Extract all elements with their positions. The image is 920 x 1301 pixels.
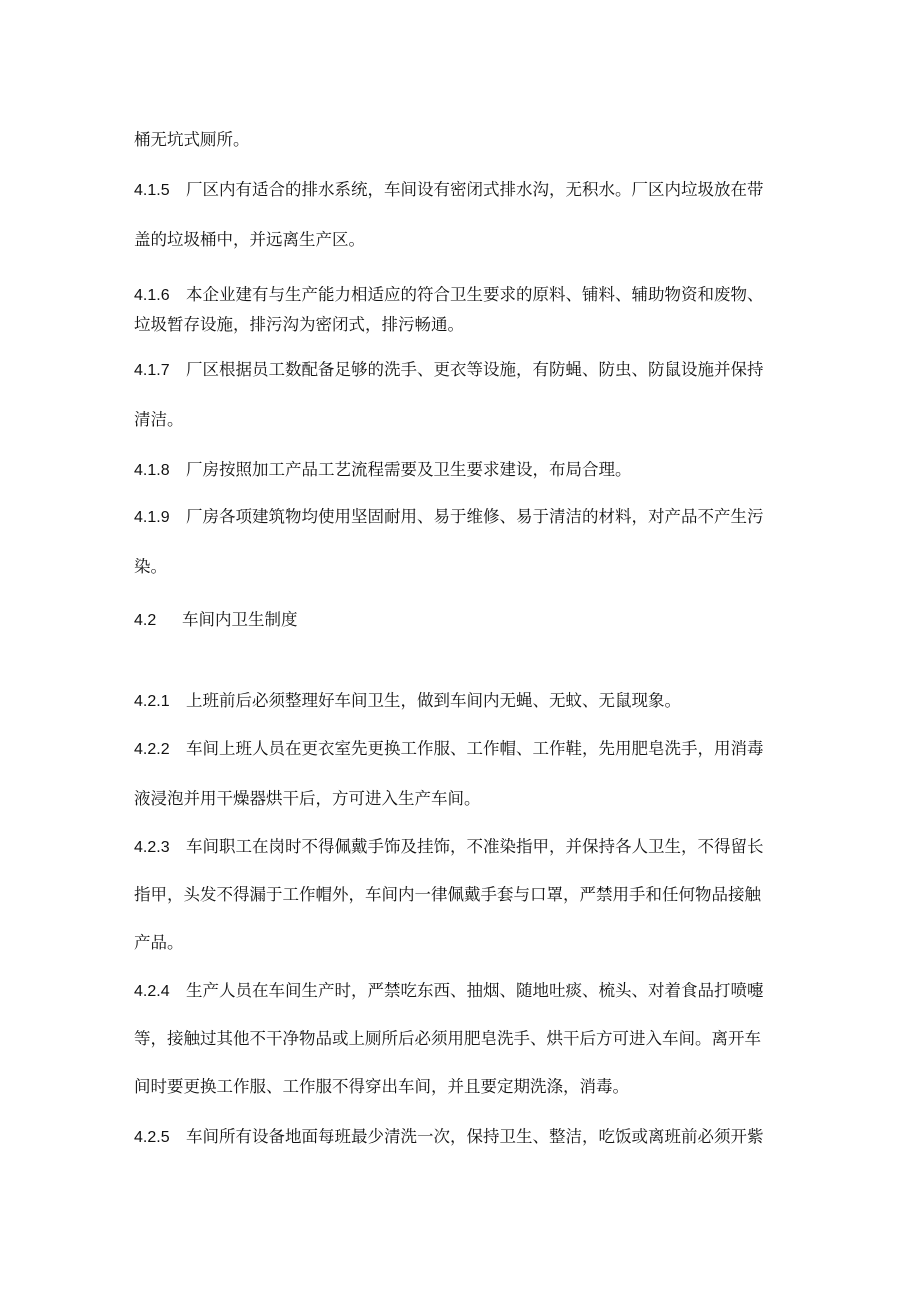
clause-text: 车间上班人员在更衣室先更换工作服、工作帽、工作鞋，先用肥皂洗手，用消毒: [186, 739, 764, 758]
clause-text: 厂房各项建筑物均使用坚固耐用、易于维修、易于清洁的材料，对产品不产生污: [186, 507, 764, 526]
clause-number: 4.2.1: [134, 693, 170, 710]
clause-4-2-3-line-3: [134, 931, 794, 955]
clause-4-2-4-line-2: [134, 1027, 794, 1051]
clause-4-2-1: [134, 689, 794, 714]
clause-4-2-2: [134, 737, 794, 762]
clause-4-1-7: [134, 358, 794, 383]
clause-4-2-4: [134, 979, 794, 1004]
clause-number: 4.2.3: [134, 839, 170, 856]
clause-text: 生产人员在车间生产时，严禁吃东西、抽烟、随地吐痰、梳头、对着食品打喷嚏: [186, 981, 764, 1000]
clause-4-1-8: [134, 458, 794, 483]
section-number: 4.2: [134, 612, 157, 629]
clause-text: 指甲，头发不得漏于工作帽外，车间内一律佩戴手套与口罩，严禁用手和任何物品接触: [134, 885, 761, 904]
clause-4-1-6: [134, 283, 794, 308]
clause-text: 液浸泡并用干燥器烘干后，方可进入生产车间。: [134, 789, 481, 808]
clause-number: 4.2.5: [134, 1129, 170, 1146]
clause-text: 产品。: [134, 933, 184, 952]
section-title: 车间内卫生制度: [182, 610, 298, 629]
clause-text: 车间职工在岗时不得佩戴手饰及挂饰，不准染指甲，并保持各人卫生，不得留长: [186, 837, 764, 856]
clause-text: 等，接触过其他不干净物品或上厕所后必须用肥皂洗手、烘干后方可进入车间。离开车: [134, 1029, 761, 1048]
clause-number: 4.1.5: [134, 182, 170, 199]
clause-4-1-5: [134, 178, 794, 203]
clause-text: 厂区根据员工数配备足够的洗手、更衣等设施，有防蝇、防虫、防鼠设施并保持: [186, 360, 764, 379]
clause-text: 清洁。: [134, 410, 184, 429]
clause-4-1-5-line-2: [134, 228, 794, 252]
clause-text: 盖的垃圾桶中，并远离生产区。: [134, 230, 365, 249]
clause-text: 染。: [134, 557, 167, 576]
clause-number: 4.1.8: [134, 462, 170, 479]
clause-text: 厂区内有适合的排水系统，车间设有密闭式排水沟，无积水。厂区内垃圾放在带: [186, 180, 764, 199]
clause-4-2-4-line-3: [134, 1075, 794, 1099]
clause-number: 4.1.6: [134, 287, 170, 304]
section-heading-4-2: [134, 608, 794, 633]
clause-4-2-3-line-2: [134, 883, 794, 907]
paragraph-continuation: [134, 128, 794, 152]
clause-number: 4.2.2: [134, 741, 170, 758]
clause-text: 上班前后必须整理好车间卫生，做到车间内无蝇、无蚊、无鼠现象。: [186, 691, 681, 710]
clause-4-2-2-line-2: [134, 787, 794, 811]
clause-text: 垃圾暂存设施，排污沟为密闭式，排污畅通。: [134, 315, 464, 334]
clause-number: 4.1.9: [134, 509, 170, 526]
clause-text: 厂房按照加工产品工艺流程需要及卫生要求建设，布局合理。: [186, 460, 632, 479]
clause-4-1-6-line-2: [134, 313, 794, 337]
clause-4-1-9-line-2: [134, 555, 794, 579]
clause-text: 本企业建有与生产能力相适应的符合卫生要求的原料、铺料、辅助物资和废物、: [186, 285, 764, 304]
clause-text: 车间所有设备地面每班最少清洗一次，保持卫生、整洁，吃饭或离班前必须开紫: [186, 1127, 764, 1146]
clause-4-2-5: [134, 1125, 794, 1150]
clause-4-1-7-line-2: [134, 408, 794, 432]
clause-4-1-9: [134, 505, 794, 530]
paragraph-text: 桶无坑式厕所。: [134, 130, 250, 149]
clause-4-2-3: [134, 835, 794, 860]
clause-number: 4.2.4: [134, 983, 170, 1000]
clause-number: 4.1.7: [134, 362, 170, 379]
clause-text: 间时要更换工作服、工作服不得穿出车间，并且要定期洗涤，消毒。: [134, 1077, 629, 1096]
